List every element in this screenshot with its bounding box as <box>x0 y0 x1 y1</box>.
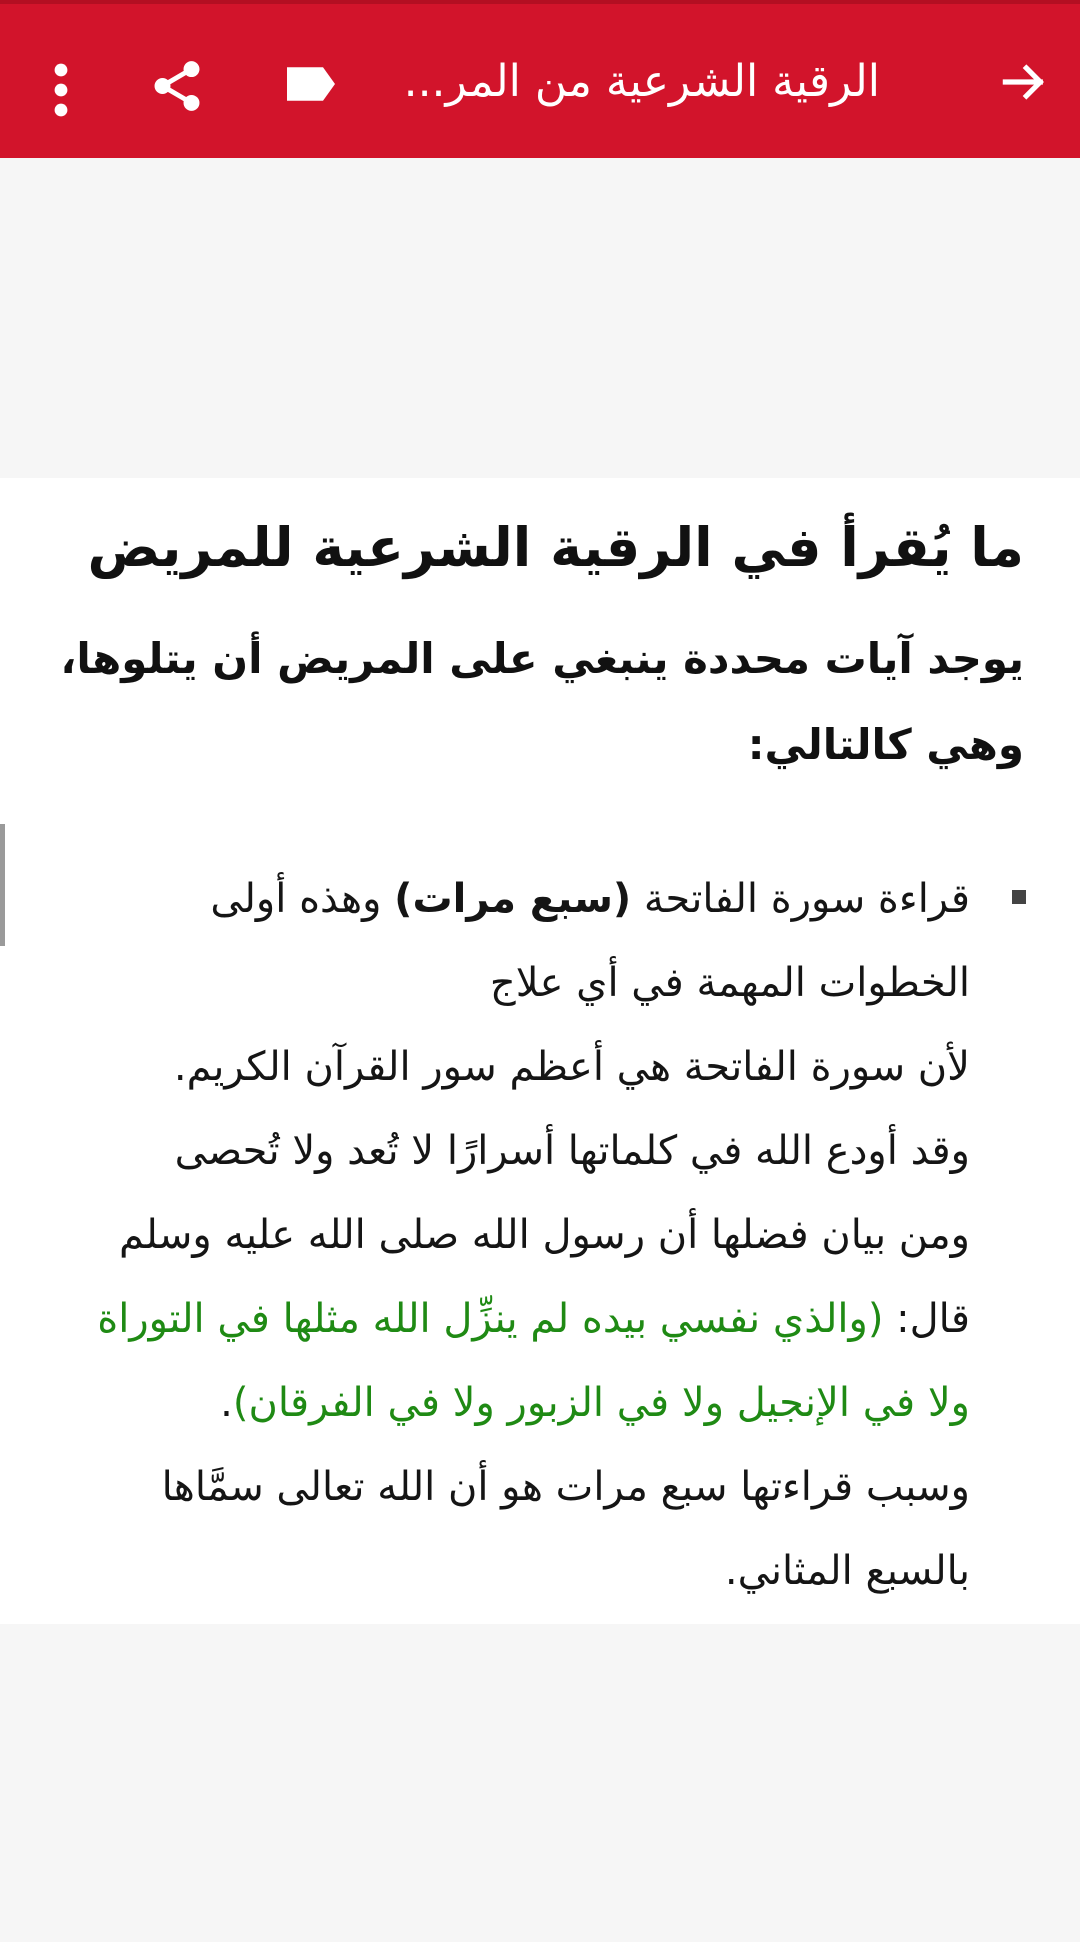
item-text: قراءة سورة الفاتحة <box>643 876 970 922</box>
item-bold-text: (سبع مرات) <box>394 876 632 922</box>
app-bar-title: الرقية الشرعية من المر... <box>403 56 880 107</box>
label-tag-icon[interactable] <box>282 60 340 108</box>
scroll-handle[interactable] <box>0 824 5 946</box>
intro-line-1: يوجد آيات محددة ينبغي على المريض أن يتلوها، <box>60 634 1024 683</box>
app-bar <box>0 0 1080 158</box>
back-arrow-icon[interactable] <box>996 54 1052 110</box>
bottom-blank-area <box>0 1624 1080 1942</box>
hadith-text: ولا في الإنجيل ولا في الزبور ولا في الفرقان) <box>232 1380 970 1426</box>
item-text: قال: <box>896 1296 970 1342</box>
item-line-7 <box>50 1361 970 1445</box>
article-heading: ما يُقرأ في الرقية الشرعية للمريض <box>87 516 1024 579</box>
intro-line-2: وهي كالتالي: <box>747 720 1024 769</box>
item-line-8: وسبب قراءتها سبع مرات هو أن الله تعالى سمَّاها <box>161 1464 970 1510</box>
ad-placeholder <box>0 158 1080 478</box>
item-line-3: لأن سورة الفاتحة هي أعظم سور القرآن الكريم. <box>173 1044 970 1090</box>
item-text: وهذه أولى <box>210 876 382 922</box>
item-line-4: وقد أودع الله في كلماتها أسرارًا لا تُعد ولا تُحصى <box>174 1128 970 1174</box>
article-intro <box>44 616 1024 788</box>
more-vert-icon[interactable] <box>46 60 76 120</box>
item-line-5: ومن بيان فضلها أن رسول الله صلى الله عليه وسلم <box>119 1212 970 1258</box>
list-bullet-icon <box>1012 890 1026 904</box>
item-line-6 <box>50 1277 970 1361</box>
item-text: . <box>220 1380 233 1426</box>
item-line-9: بالسبع المثاني. <box>724 1548 970 1594</box>
item-line-1 <box>50 857 970 941</box>
list-item <box>50 857 970 1613</box>
item-line-2: الخطوات المهمة في أي علاج <box>489 960 970 1006</box>
share-icon[interactable] <box>148 56 206 116</box>
hadith-text: (والذي نفسي بيده لم ينزِّل الله مثلها في التوراة <box>97 1296 884 1342</box>
